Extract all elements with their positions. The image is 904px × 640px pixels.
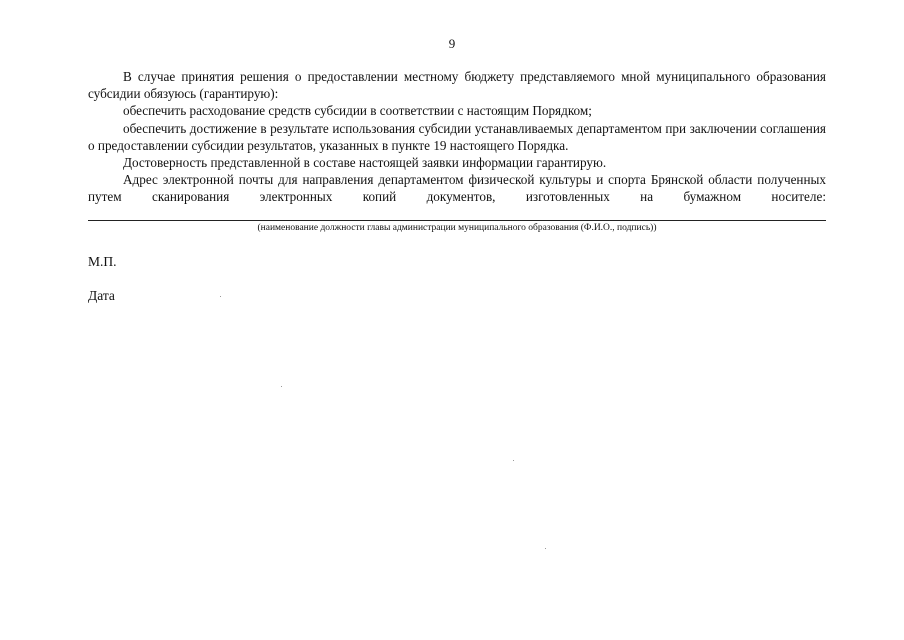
paragraph-results: обеспечить достижение в результате использования субсидии устанавливаемых департаментом при заключении соглашения о предоставлении субсидии результатов, указанных в пункте 19 настоящего Порядка. [88,120,826,153]
signature-caption: (наименование должности главы администрации муниципального образования (Ф.И.О., подпись)) [257,223,657,233]
signature-line [88,220,826,221]
paragraph-obligation-intro: В случае принятия решения о предоставлении местному бюджету представляемого мной муниципального образования субсидии обязуюсь (гарантирую): [88,69,826,102]
date-label: Дата [88,288,115,303]
paragraph-email: Адрес электронной почты для направления департаментом физической культуры и спорта Брянской области полученных путем сканирования электронных копий документов, изготовленных на бумажном носителе: [88,172,826,205]
scan-speck [513,460,514,461]
scan-speck [220,296,221,297]
guarantee-text [88,68,826,206]
paragraph-spending: обеспечить расходование средств субсидии в соответствии с настоящим Порядком; [123,103,592,119]
stamp-label: М.П. [88,254,117,269]
paragraph-reliability: Достоверность представленной в составе настоящей заявки информации гарантирую. [123,155,607,171]
page-number: 9 [448,36,456,51]
scan-speck [281,386,282,387]
scan-speck [545,548,546,549]
